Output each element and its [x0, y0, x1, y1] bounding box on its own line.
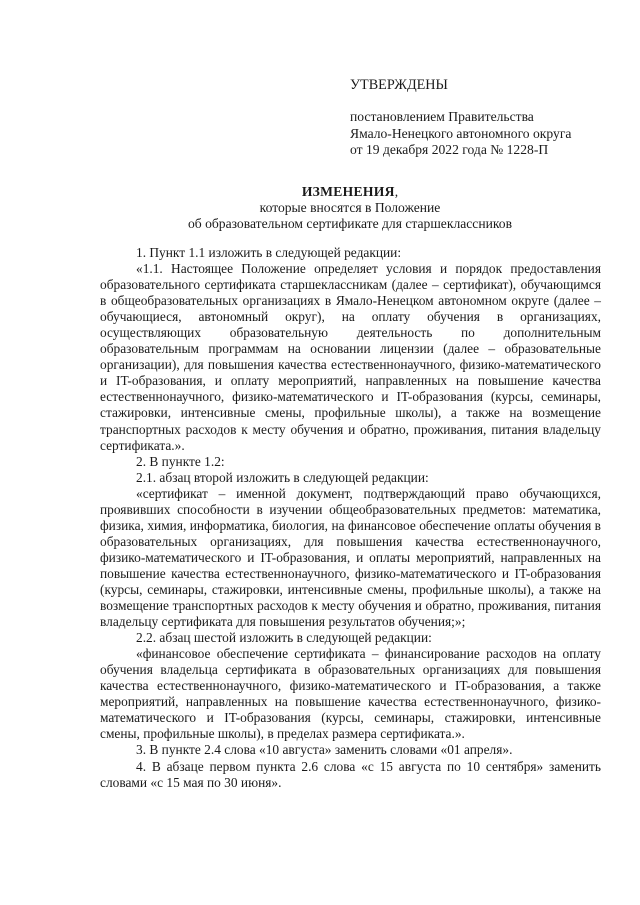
body-paragraph: «сертификат – именной документ, подтверждающий право обучающихся, проявивших способности в изучении общеобразовательных предметов: математика, физика, химия, информатика, биология, на финансовое обеспечение оплаты обучения в образовательных организациях, для повышения качества естественнонаучного, физико-математического и IT-образования, и оплаты мероприятий, направленных на повышение качества естественнонаучного, физико-математического и IT-образования (курсы, семинары, стажировки, интенсивные смены, профильные школы), а также на возмещение транспортных расходов к месту обучения и обратно, проживания, питания владельцу сертификата для повышения результатов обучения;»; — [100, 485, 601, 630]
document-body — [100, 245, 601, 791]
title-line-3: об образовательном сертификате для старшеклассников — [187, 216, 513, 231]
body-paragraph: 3. В пункте 2.4 слова «10 августа» заменить словами «01 апреля». — [136, 742, 513, 758]
approval-stamp: УТВЕРЖДЕНЫ — [350, 77, 448, 93]
decree-line: от 19 декабря 2022 года № 1228-П — [350, 142, 549, 157]
title-main-line — [100, 184, 600, 200]
decree-line: постановлением Правительства — [350, 109, 534, 124]
title-main-suffix: , — [394, 184, 399, 199]
title-line-2: которые вносятся в Положение — [259, 200, 441, 215]
body-paragraph: 1. Пункт 1.1 изложить в следующей редакции: — [136, 245, 402, 260]
document-title — [100, 184, 600, 232]
body-paragraph: «1.1. Настоящее Положение определяет условия и порядок предоставления образовательного сертификата старшеклассникам (далее – сертификат), обучающимся в общеобразовательных организациях в Ямало-Ненецком автономном округе (далее – обучающиеся, автономный округ), на оплату обучения в организациях, осуществляющих образовательную деятельность по дополнительным образовательным программам на основании лицензии (далее – образовательные организации), для повышения качества естественнонаучного, физико-математического и IT-образования, и оплату мероприятий, направленных на повышение качества естественнонаучного, физико-математического и IT-образования (курсы, семинары, стажировки, интенсивные смены, профильные школы), а также на возмещение транспортных расходов к месту обучения и обратно, проживания, питания владельцу сертификата.». — [100, 261, 601, 453]
body-paragraph: «финансовое обеспечение сертификата – финансирование расходов на оплату обучения владельца сертификата в образовательных организациях для повышения качества естественнонаучного, физико-математического и IT-образования, а также мероприятий, направленных на повышение качества естественнонаучного, физико-математического и IT-образования (курсы, семинары, стажировки, интенсивные смены, профильные школы), в пределах размера сертификата.». — [100, 646, 601, 742]
body-paragraph: 2.2. абзац шестой изложить в следующей редакции: — [136, 630, 432, 646]
decree-reference — [350, 109, 571, 159]
decree-line: Ямало-Ненецкого автономного округа — [350, 125, 572, 141]
title-main: ИЗМЕНЕНИЯ — [301, 184, 395, 199]
body-paragraph: 2. В пункте 1.2: — [136, 453, 225, 469]
body-paragraph: 4. В абзаце первом пункта 2.6 слова «с 15 августа по 10 сентября» заменить словами «с 15 мая по 30 июня». — [100, 758, 601, 790]
body-paragraph: 2.1. абзац второй изложить в следующей редакции: — [136, 469, 429, 485]
